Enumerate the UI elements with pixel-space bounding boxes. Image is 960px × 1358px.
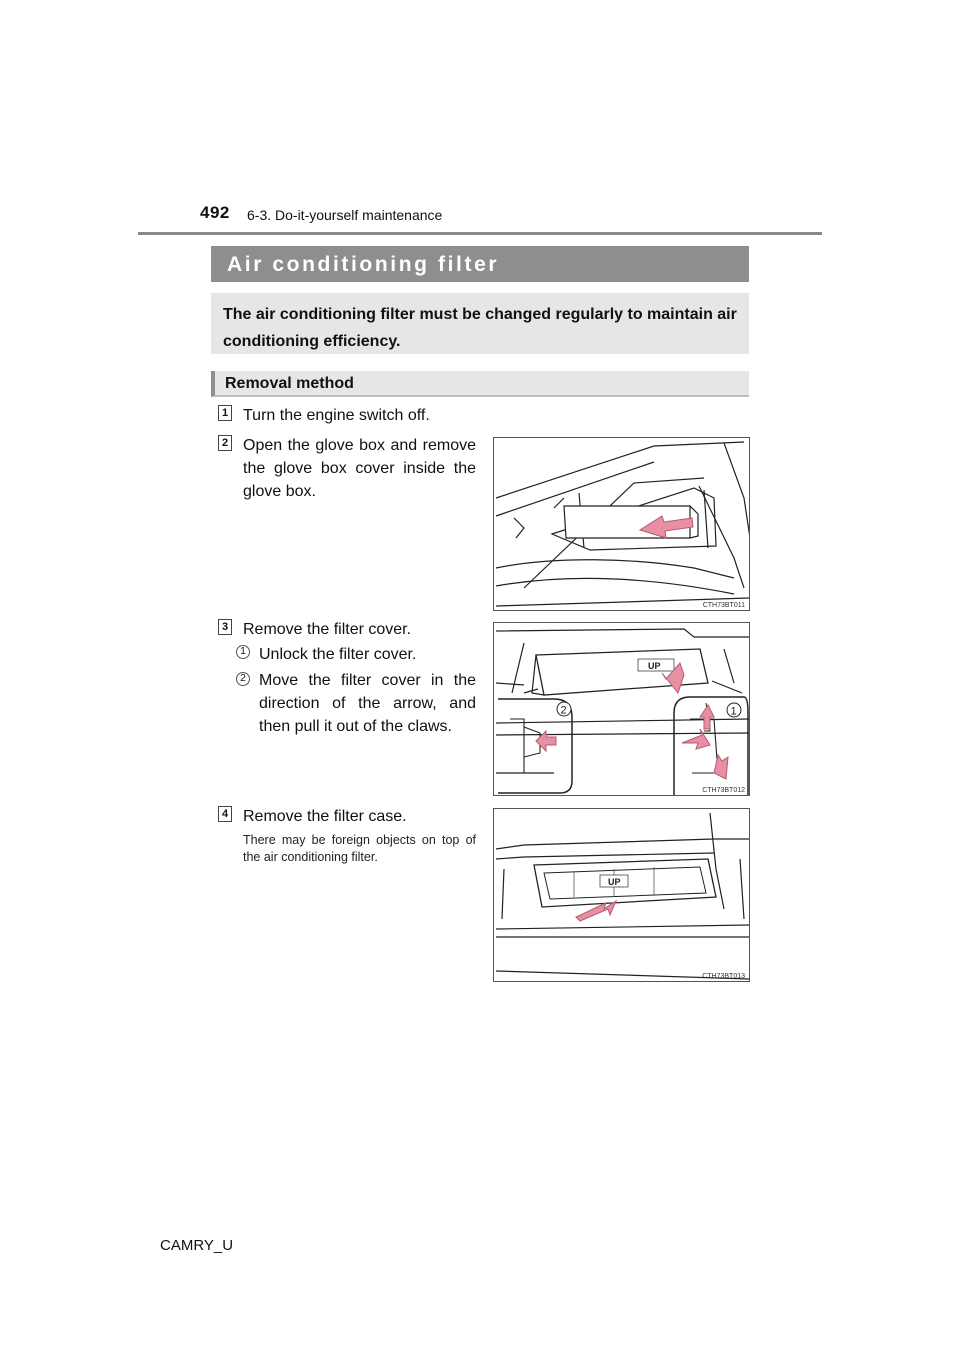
substep-number: 2 xyxy=(236,672,250,686)
step-number-box: 2 xyxy=(218,435,232,451)
subsection-heading: Removal method xyxy=(225,375,354,392)
up-label: UP xyxy=(648,661,661,671)
page-number: 492 xyxy=(200,203,230,222)
page-title: Air conditioning filter xyxy=(227,253,500,276)
subsection-heading-bar xyxy=(211,371,749,397)
step-number-box: 3 xyxy=(218,619,232,635)
document-id: CAMRY_U xyxy=(160,1237,234,1254)
figure-code: CTH73BT012 xyxy=(702,787,745,794)
figure-label: 2 xyxy=(560,704,567,717)
intro-text: The air conditioning filter must be changed regularly to maintain air conditioning efficiency. xyxy=(223,306,737,350)
section-title-bar xyxy=(211,246,749,282)
substep-2-text: Move the filter cover in the direction of the arrow, and then pull it out of the claws. xyxy=(259,672,476,735)
filter-case-illustration xyxy=(493,808,750,982)
step-3-text: Remove the filter cover. xyxy=(243,621,412,638)
intro-box xyxy=(211,293,749,354)
step-1-text: Turn the engine switch off. xyxy=(243,407,430,424)
substep-1-text: Unlock the filter cover. xyxy=(259,646,417,663)
figure-code: CTH73BT011 xyxy=(702,602,745,609)
header-divider xyxy=(138,232,822,235)
figure-code: CTH73BT013 xyxy=(702,973,745,980)
step-4-text: Remove the filter case. xyxy=(243,808,407,825)
up-label: UP xyxy=(608,877,621,887)
step-2-text: Open the glove box and remove the glove box cover inside the glove box. xyxy=(243,437,476,500)
glove-box-cover-illustration xyxy=(493,437,750,611)
substep-number: 1 xyxy=(236,645,250,659)
step-4-note: There may be foreign objects on top of the air conditioning filter. xyxy=(243,833,476,864)
filter-cover-illustration xyxy=(493,622,750,796)
section-reference: 6-3. Do-it-yourself maintenance xyxy=(247,207,443,223)
step-number-box: 1 xyxy=(218,405,232,421)
figure-label: 1 xyxy=(730,705,737,718)
step-number-box: 4 xyxy=(218,806,232,822)
